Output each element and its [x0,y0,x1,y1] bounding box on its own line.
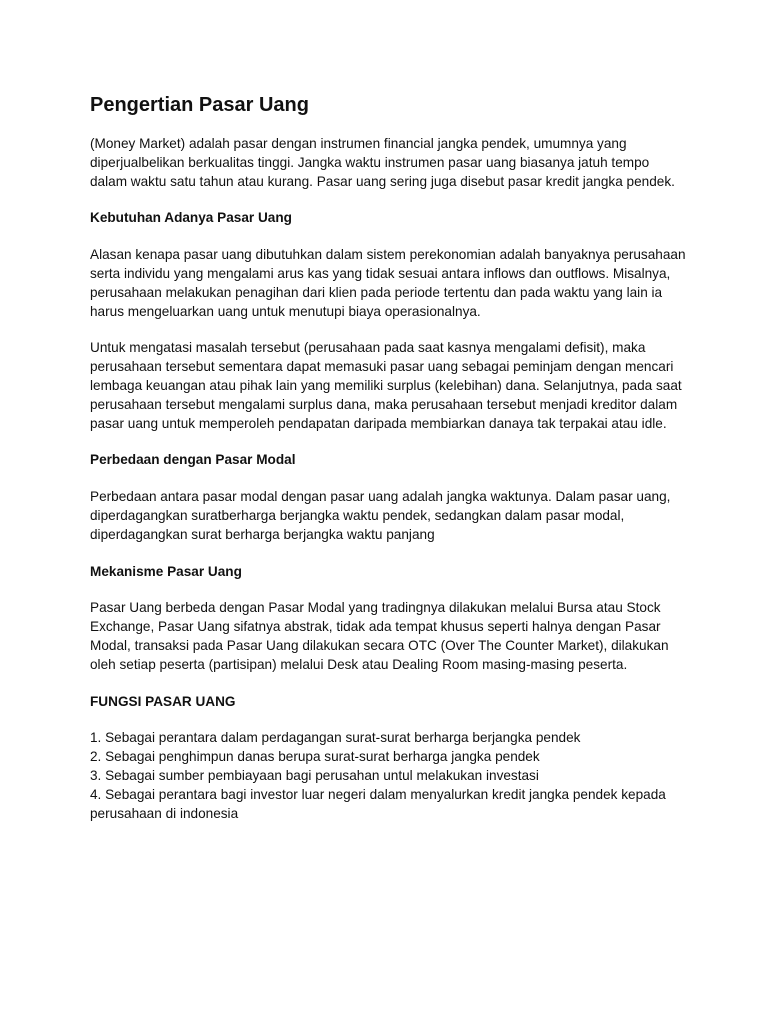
fungsi-list [90,729,688,823]
list-item: 1. Sebagai perantara dalam perdagangan surat-surat berharga berjangka pendek [90,730,581,746]
mekanisme-paragraph: Pasar Uang berbeda dengan Pasar Modal yang tradingnya dilakukan melalui Bursa atau Stock Exchange, Pasar Uang sifatnya abstrak, tidak ada tempat khusus seperti halnya dengan Pasar Modal, transaksi pada Pasar Uang dilakukan secara OTC (Over The Counter Market), dilakukan oleh setiap peserta (partisipan) melalui Desk atau Dealing Room masing-masing peserta. [90,600,669,672]
kebutuhan-paragraph-1: Alasan kenapa pasar uang dibutuhkan dalam sistem perekonomian adalah banyaknya perusahaan serta individu yang mengalami arus kas yang tidak sesuai antara inflows dan outflows. Misalnya, perusahaan melakukan penagihan dari klien pada periode tertentu dan pada waktu yang lain ia harus mengeluarkan uang untuk menutupi biaya operasionalnya. [90,247,686,319]
list-item: 3. Sebagai sumber pembiayaan bagi perusahan untul melakukan investasi [90,767,539,783]
page-title: Pengertian Pasar Uang [90,94,309,116]
section-heading-mekanisme: Mekanisme Pasar Uang [90,563,242,579]
list-item: 2. Sebagai penghimpun danas berupa surat-surat berharga jangka pendek [90,749,540,765]
list-item: 4. Sebagai perantara bagi investor luar negeri dalam menyalurkan kredit jangka pendek kepada perusahaan di indonesia [90,786,666,821]
kebutuhan-paragraph-2: Untuk mengatasi masalah tersebut (perusahaan pada saat kasnya mengalami defisit), maka perusahaan tersebut sementara dapat memasuki pasar uang sebagai peminjam dengan mencari lembaga keuangan atau pihak lain yang memiliki surplus (kelebihan) dana. Selanjutnya, pada saat perusahaan tersebut mengalami surplus dana, maka perusahaan tersebut menjadi kreditor dalam pasar uang untuk memperoleh pendapatan daripada membiarkan danaya tak terpakai atau idle. [90,340,682,431]
section-heading-kebutuhan: Kebutuhan Adanya Pasar Uang [90,210,292,226]
intro-paragraph: (Money Market) adalah pasar dengan instrumen financial jangka pendek, umumnya yang diperjualbelikan berkualitas tinggi. Jangka waktu instrumen pasar uang biasanya jatuh tempo dalam waktu satu tahun atau kurang. Pasar uang sering juga disebut pasar kredit jangka pendek. [90,136,675,189]
perbedaan-paragraph: Perbedaan antara pasar modal dengan pasar uang adalah jangka waktunya. Dalam pasar uang, diperdagangkan suratberharga berjangka waktu pendek, sedangkan dalam pasar modal, diperdagangkan surat berharga berjangka waktu panjang [90,489,671,542]
section-heading-perbedaan: Perbedaan dengan Pasar Modal [90,452,296,468]
section-heading-fungsi: FUNGSI PASAR UANG [90,693,236,709]
